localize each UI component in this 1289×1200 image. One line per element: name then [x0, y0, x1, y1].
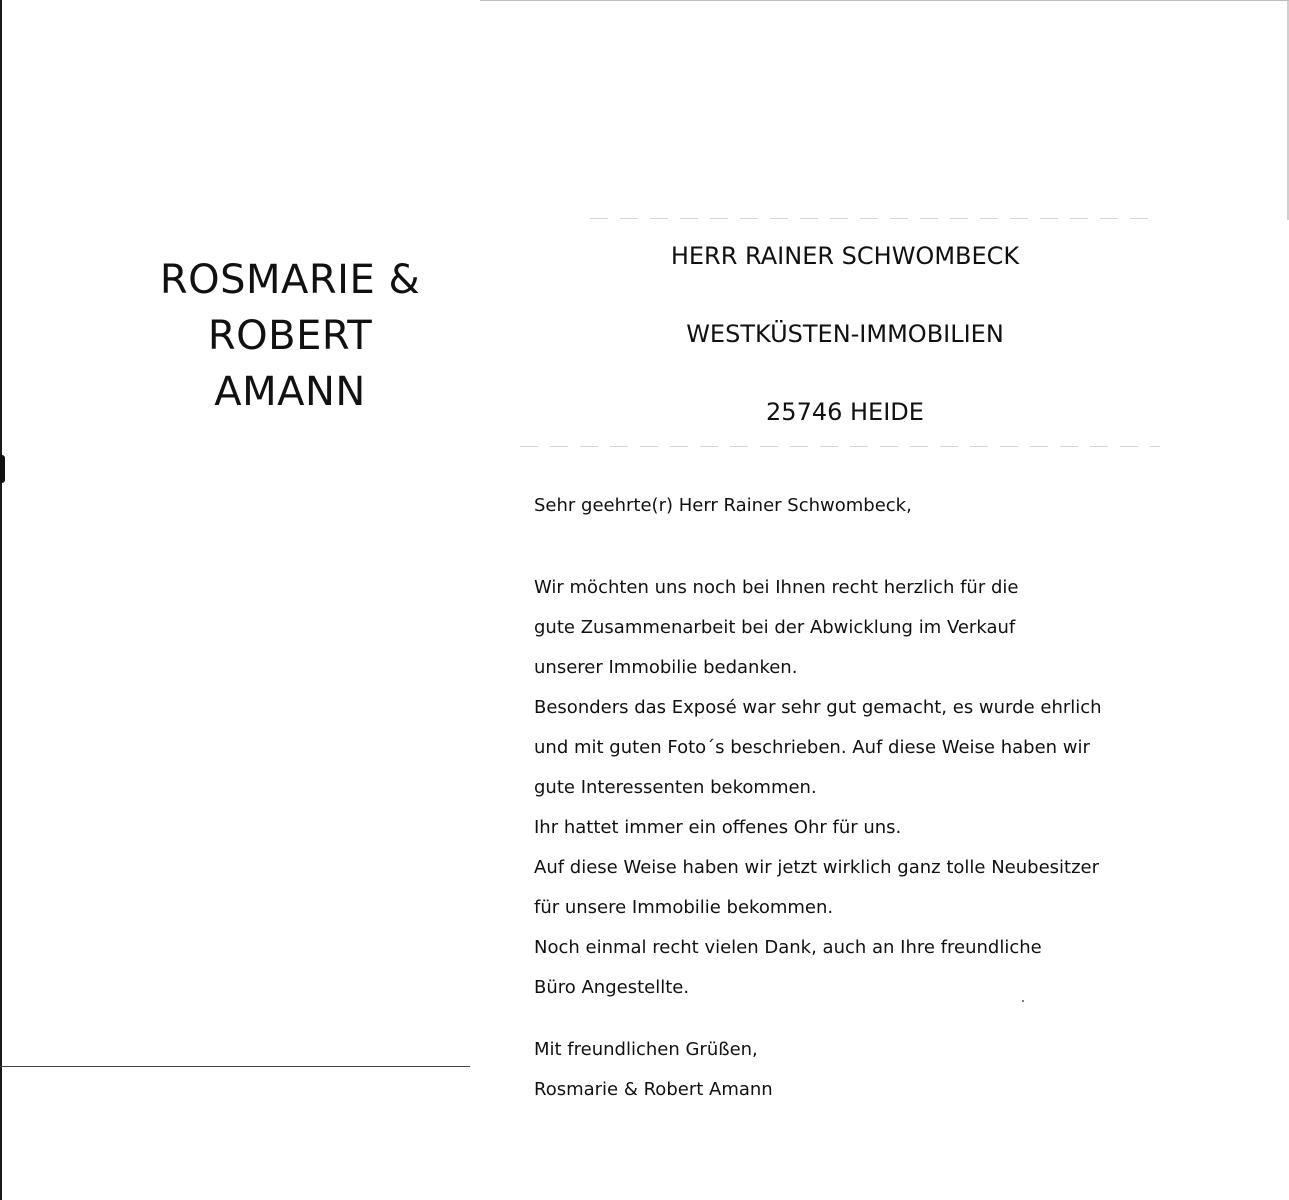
sender-block: [140, 252, 440, 420]
letter-body: [534, 488, 1234, 1110]
scan-top-rule: [480, 0, 1289, 1]
recipient-block: [600, 236, 1090, 470]
salutation: Sehr geehrte(r) Herr Rainer Schwombeck,: [534, 495, 912, 516]
body-line: und mit guten Foto´s beschrieben. Auf diese Weise haben wir: [534, 737, 1090, 758]
body-paragraph: [534, 568, 1234, 1008]
recipient-name: HERR RAINER SCHWOMBECK: [670, 242, 1020, 270]
sender-line: AMANN: [214, 369, 366, 415]
scan-edge-left: [0, 0, 2, 1200]
scan-notch: [0, 455, 5, 483]
signature: Rosmarie & Robert Amann: [534, 1079, 773, 1100]
faint-scan-line: [590, 218, 1150, 219]
body-line: Ihr hattet immer ein offenes Ohr für uns.: [534, 817, 902, 838]
fold-line: [0, 1066, 470, 1067]
body-line: Büro Angestellte.: [534, 977, 690, 998]
recipient-city: 25746 HEIDE: [766, 398, 924, 426]
body-line: Besonders das Exposé war sehr gut gemacht, es wurde ehrlich: [534, 697, 1102, 718]
closing-block: [534, 1030, 1234, 1110]
closing-phrase: Mit freundlichen Grüßen,: [534, 1039, 758, 1060]
body-line: Wir möchten uns noch bei Ihnen recht herzlich für die: [534, 577, 1019, 598]
body-line: Auf diese Weise haben wir jetzt wirklich ganz tolle Neubesitzer: [534, 857, 1100, 878]
sender-line: ROBERT: [207, 313, 373, 359]
recipient-company: WESTKÜSTEN-IMMOBILIEN: [686, 320, 1004, 348]
body-line: für unsere Immobilie bekommen.: [534, 897, 834, 918]
body-line: Noch einmal recht vielen Dank, auch an Ihre freundliche: [534, 937, 1042, 958]
body-line: gute Zusammenarbeit bei der Abwicklung im Verkauf: [534, 617, 1016, 638]
sender-line: ROSMARIE &: [159, 257, 421, 303]
body-line: unserer Immobilie bedanken.: [534, 657, 798, 678]
body-line: gute Interessenten bekommen.: [534, 777, 817, 798]
